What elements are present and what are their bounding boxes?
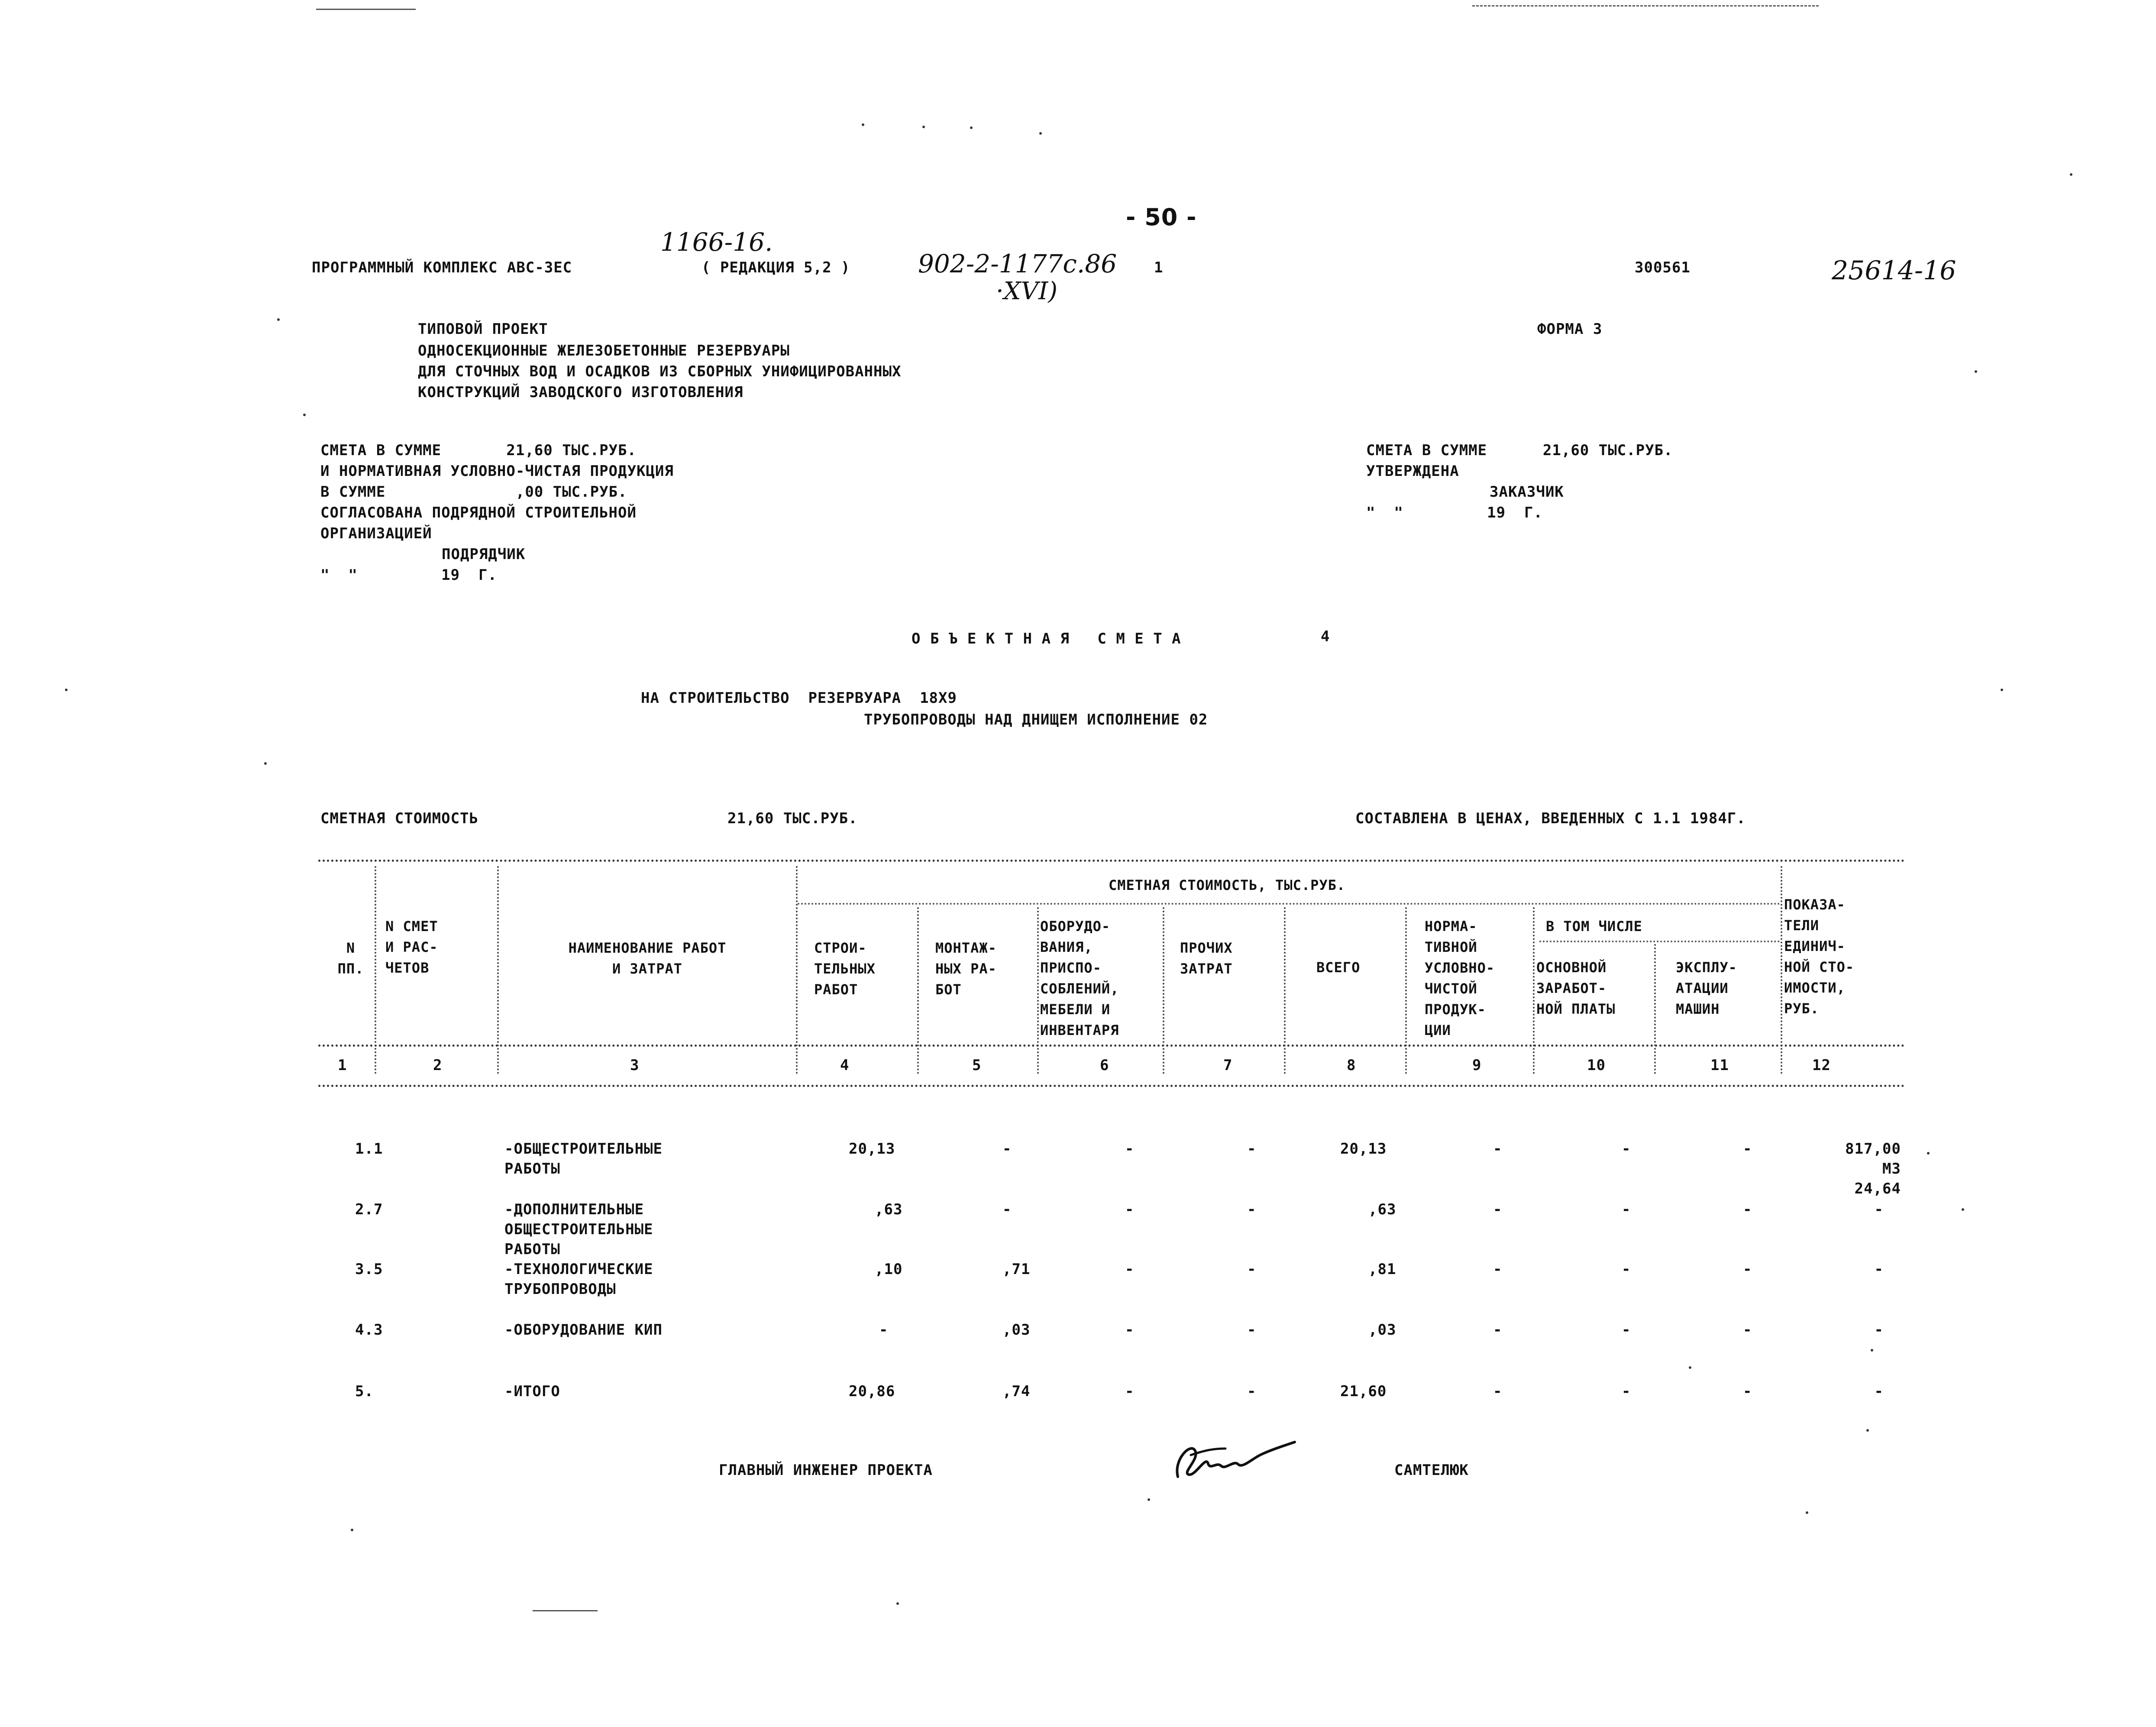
col-number: 11 — [1710, 1057, 1729, 1074]
cell-equipment: - — [1125, 1383, 1135, 1400]
right-approval-line-1: СМЕТА В СУММЕ 21,60 ТЫС.РУБ. — [1366, 442, 1673, 459]
col-number: 6 — [1100, 1057, 1109, 1074]
cell-unit-cost: - — [1874, 1261, 1884, 1278]
cell-unit-cost: - — [1874, 1201, 1884, 1218]
header-normative: НОРМА- ТИВНОЙ УСЛОВНО- ЧИСТОЙ ПРОДУК- ЦИИ — [1425, 918, 1495, 1038]
col-separator — [1037, 907, 1039, 1074]
cell-salary: - — [1622, 1383, 1631, 1400]
cost-label: СМЕТНАЯ СТОИМОСТЬ — [320, 810, 478, 827]
cell-normative: - — [1493, 1261, 1503, 1278]
cell-installation: ,03 — [1002, 1321, 1031, 1339]
scan-speck — [1689, 1366, 1691, 1369]
header-other: ПРОЧИХ ЗАТРАТ — [1180, 940, 1233, 977]
col-number: 8 — [1347, 1057, 1356, 1074]
right-approval-customer: ЗАКАЗЧИК — [1490, 483, 1564, 501]
cell-normative: - — [1493, 1201, 1503, 1218]
cell-unit-cost: - — [1874, 1383, 1884, 1400]
col-number: 12 — [1812, 1057, 1831, 1074]
cell-installation: - — [1002, 1140, 1012, 1158]
scan-speck — [351, 1529, 353, 1531]
scan-speck — [862, 123, 864, 126]
cell-equipment: - — [1125, 1261, 1135, 1278]
document-title-number: 4 — [1321, 628, 1330, 645]
col-number: 10 — [1587, 1057, 1606, 1074]
left-approval-line-4: СОГЛАСОВАНА ПОДРЯДНОЙ СТРОИТЕЛЬНОЙ — [320, 504, 637, 521]
handwritten-number: 1166-16. — [660, 227, 773, 257]
page-number: - 50 - — [1126, 204, 1197, 231]
cell-construction: 20,13 — [849, 1140, 895, 1158]
header-salary: ОСНОВНОЙ ЗАРАБОТ- НОЙ ПЛАТЫ — [1536, 959, 1616, 1017]
left-approval-line-3: В СУММЕ ,00 ТЫС.РУБ. — [320, 483, 627, 501]
header-estimate-num: N СМЕТ И РАС- ЧЕТОВ — [385, 918, 438, 976]
cell-work-name: -ТЕХНОЛОГИЧЕСКИЕ ТРУБОПРОВОДЫ — [504, 1261, 653, 1298]
document-subject-2: ТРУБОПРОВОДЫ НАД ДНИЩЕМ ИСПОЛНЕНИЕ 02 — [864, 711, 1208, 728]
cell-machines: - — [1743, 1383, 1752, 1400]
cell-unit-cost: - — [1874, 1321, 1884, 1339]
left-approval-line-2: И НОРМАТИВНАЯ УСЛОВНО-ЧИСТАЯ ПРОДУКЦИЯ — [320, 462, 674, 480]
cell-machines: - — [1743, 1140, 1752, 1158]
cell-total: 20,13 — [1340, 1140, 1387, 1158]
cell-other: - — [1247, 1321, 1257, 1339]
col-number: 4 — [840, 1057, 850, 1074]
right-approval-date: " " 19 Г. — [1366, 504, 1543, 521]
cell-work-name: -ИТОГО — [504, 1383, 560, 1400]
cell-normative: - — [1493, 1321, 1503, 1339]
col-number: 3 — [630, 1057, 640, 1074]
document-title: О Б Ъ Е К Т Н А Я С М Е Т А — [912, 630, 1181, 647]
header-total: ВСЕГО — [1316, 959, 1361, 976]
scan-speck — [2070, 173, 2072, 176]
cell-row-num: 1.1 — [355, 1140, 383, 1158]
handwritten-xvi: ·XVI) — [996, 277, 1058, 305]
col-separator — [1163, 907, 1164, 1074]
col-number: 9 — [1472, 1057, 1482, 1074]
col-separator — [796, 866, 798, 1074]
cell-salary: - — [1622, 1201, 1631, 1218]
scan-speck — [2001, 689, 2003, 691]
scan-speck — [1962, 1208, 1964, 1211]
col-number: 2 — [433, 1057, 443, 1074]
scan-speck — [1975, 370, 1977, 373]
group-header-rule — [798, 903, 1781, 905]
scan-speck — [1147, 1498, 1150, 1501]
cell-machines: - — [1743, 1261, 1752, 1278]
scan-speck — [922, 126, 925, 128]
signature-icon — [1165, 1425, 1303, 1485]
cell-construction: 20,86 — [849, 1383, 895, 1400]
cell-work-name: -ДОПОЛНИТЕЛЬНЫЕ ОБЩЕСТРОИТЕЛЬНЫЕ РАБОТЫ — [504, 1201, 653, 1258]
project-label: ТИПОВОЙ ПРОЕКТ — [418, 320, 548, 338]
col-separator — [1781, 866, 1782, 1074]
header-equipment: ОБОРУДО- ВАНИЯ, ПРИСПО- СОБЛЕНИЙ, МЕБЕЛИ И ИНВЕНТАРЯ — [1040, 918, 1119, 1038]
handwritten-right-number: 25614-16 — [1832, 255, 1956, 286]
project-line-1: ОДНОСЕКЦИОННЫЕ ЖЕЛЕЗОБЕТОННЫЕ РЕЗЕРВУАРЫ — [418, 342, 790, 359]
program-code: 300561 — [1635, 259, 1691, 276]
group-header-cost: СМЕТНАЯ СТОИМОСТЬ, ТЫС.РУБ. — [1109, 877, 1346, 893]
header-unit-cost: ПОКАЗА- ТЕЛИ ЕДИНИЧ- НОЙ СТО- ИМОСТИ, РУБ. — [1784, 896, 1855, 1017]
cell-salary: - — [1622, 1261, 1631, 1278]
col-separator — [1533, 907, 1535, 1074]
form-label: ФОРМА 3 — [1537, 320, 1603, 338]
project-line-2: ДЛЯ СТОЧНЫХ ВОД И ОСАДКОВ ИЗ СБОРНЫХ УНИФИЦИРОВАННЫХ — [418, 363, 902, 380]
cell-equipment: - — [1125, 1321, 1135, 1339]
cell-installation: ,74 — [1002, 1383, 1031, 1400]
scan-speck — [264, 762, 267, 765]
scan-speck — [277, 318, 280, 321]
col-separator — [1284, 907, 1286, 1074]
scan-artifact — [533, 1610, 598, 1611]
cost-prices: СОСТАВЛЕНА В ЦЕНАХ, ВВЕДЕННЫХ С 1.1 1984Г. — [1355, 810, 1746, 827]
cell-row-num: 5. — [355, 1383, 374, 1400]
scan-artifact — [316, 9, 416, 10]
cell-installation: - — [1002, 1201, 1012, 1218]
cell-total: 21,60 — [1340, 1383, 1387, 1400]
cell-other: - — [1247, 1140, 1257, 1158]
project-line-3: КОНСТРУКЦИЙ ЗАВОДСКОГО ИЗГОТОВЛЕНИЯ — [418, 384, 743, 401]
scan-artifact — [1472, 5, 1819, 6]
cell-construction: ,63 — [875, 1201, 903, 1218]
right-approval-line-2: УТВЕРЖДЕНА — [1366, 462, 1459, 480]
scan-speck — [1871, 1349, 1873, 1352]
header-construction: СТРОИ- ТЕЛЬНЫХ РАБОТ — [814, 940, 876, 998]
header-installation: МОНТАЖ- НЫХ РА- БОТ — [935, 940, 997, 998]
header-machines: ЭКСПЛУ- АТАЦИИ МАШИН — [1676, 959, 1737, 1017]
cell-other: - — [1247, 1383, 1257, 1400]
handwritten-project-code: 902-2-1177с.86 — [918, 249, 1117, 278]
table-header-bottom-rule — [318, 1045, 1905, 1047]
left-approval-line-5: ОРГАНИЗАЦИЕЙ — [320, 525, 432, 542]
col-separator — [375, 866, 376, 1074]
left-approval-line-1: СМЕТА В СУММЕ 21,60 ТЫС.РУБ. — [320, 442, 637, 459]
scan-speck — [65, 689, 68, 691]
cell-installation: ,71 — [1002, 1261, 1031, 1278]
cell-machines: - — [1743, 1201, 1752, 1218]
cell-other: - — [1247, 1201, 1257, 1218]
table-numbers-bottom-rule — [318, 1085, 1905, 1087]
scan-speck — [970, 126, 973, 129]
col-separator — [1654, 944, 1656, 1074]
cost-value: 21,60 ТЫС.РУБ. — [727, 810, 858, 827]
subgroup-header: В ТОМ ЧИСЛЕ — [1546, 918, 1642, 935]
cell-normative: - — [1493, 1140, 1503, 1158]
col-separator — [1405, 907, 1407, 1074]
cell-total: ,63 — [1368, 1201, 1396, 1218]
scan-speck — [896, 1602, 899, 1605]
cell-row-num: 4.3 — [355, 1321, 383, 1339]
header-row-num: N ПП. — [337, 940, 364, 977]
cell-salary: - — [1622, 1140, 1631, 1158]
cell-total: ,03 — [1368, 1321, 1396, 1339]
cell-total: ,81 — [1368, 1261, 1396, 1278]
signature-name: САМТЕЛЮК — [1394, 1462, 1469, 1479]
col-separator — [497, 866, 499, 1074]
subgroup-header-rule — [1539, 941, 1780, 942]
cell-machines: - — [1743, 1321, 1752, 1339]
cell-equipment: - — [1125, 1140, 1135, 1158]
cell-salary: - — [1622, 1321, 1631, 1339]
cell-construction: ,10 — [875, 1261, 903, 1278]
scan-speck — [1806, 1511, 1808, 1514]
cell-normative: - — [1493, 1383, 1503, 1400]
left-approval-date: " " 19 Г. — [320, 566, 497, 584]
cell-unit-cost: 817,00 М3 24,64 — [1845, 1140, 1901, 1197]
program-page: 1 — [1154, 259, 1164, 276]
cell-row-num: 2.7 — [355, 1201, 383, 1218]
scan-speck — [1039, 132, 1042, 135]
header-work-name: НАИМЕНОВАНИЕ РАБОТ И ЗАТРАТ — [568, 940, 727, 977]
col-number: 7 — [1223, 1057, 1233, 1074]
scan-speck — [303, 414, 306, 416]
program-name: ПРОГРАММНЫЙ КОМПЛЕКС АВС-ЗЕС — [312, 259, 572, 276]
cell-equipment: - — [1125, 1201, 1135, 1218]
scan-speck — [1927, 1152, 1930, 1155]
signature-label: ГЛАВНЫЙ ИНЖЕНЕР ПРОЕКТА — [719, 1462, 933, 1479]
cell-work-name: -ОБЩЕСТРОИТЕЛЬНЫЕ РАБОТЫ — [504, 1140, 663, 1177]
cell-work-name: -ОБОРУДОВАНИЕ КИП — [504, 1321, 663, 1339]
document-subject-1: НА СТРОИТЕЛЬСТВО РЕЗЕРВУАРА 18Х9 — [641, 689, 957, 707]
cell-construction: - — [879, 1321, 889, 1339]
left-approval-contractor: ПОДРЯДЧИК — [442, 546, 526, 563]
cell-row-num: 3.5 — [355, 1261, 383, 1278]
col-number: 5 — [972, 1057, 982, 1074]
program-edition: ( РЕДАКЦИЯ 5,2 ) — [701, 259, 850, 276]
cell-other: - — [1247, 1261, 1257, 1278]
table-top-rule — [318, 860, 1905, 862]
scan-speck — [1866, 1429, 1869, 1432]
col-number: 1 — [338, 1057, 347, 1074]
col-separator — [917, 907, 919, 1074]
